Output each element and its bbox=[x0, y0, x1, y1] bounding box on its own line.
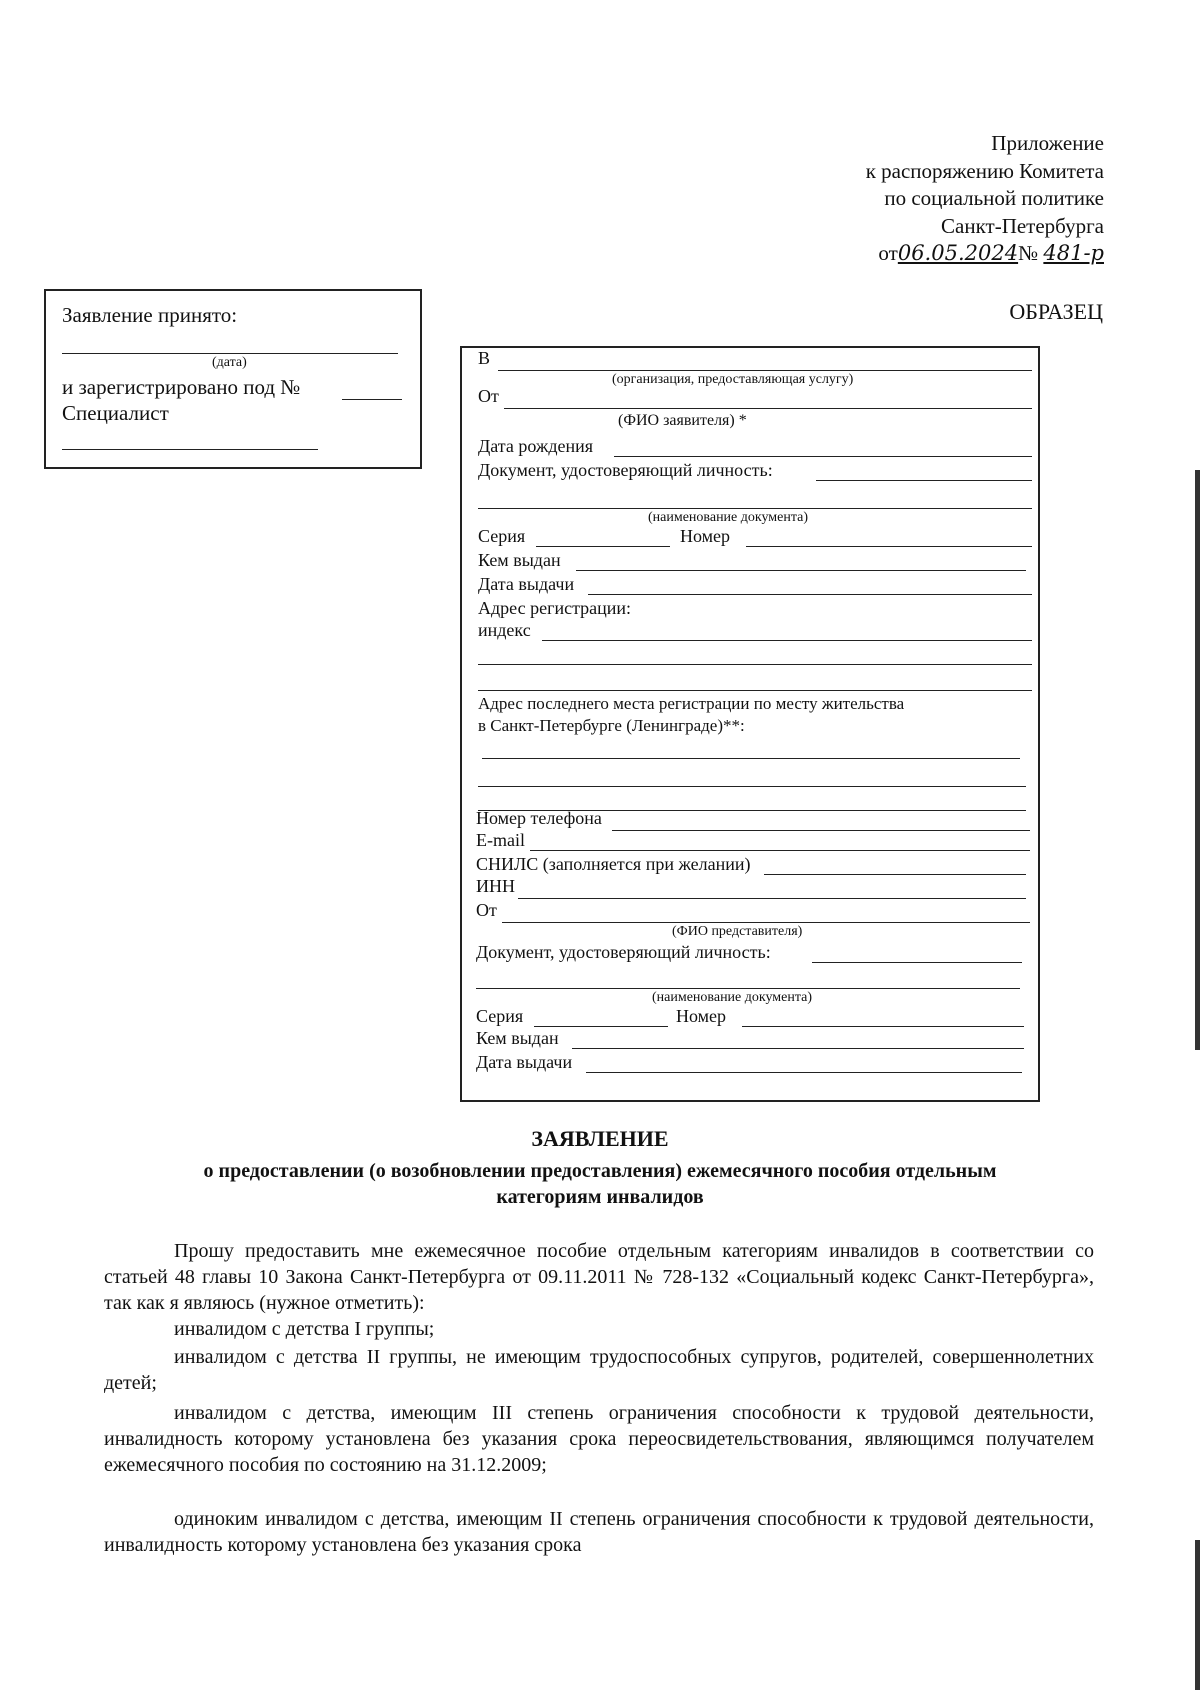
email-label: E-mail bbox=[476, 830, 525, 850]
representative-name-line[interactable] bbox=[502, 922, 1030, 923]
date-line[interactable] bbox=[62, 353, 398, 354]
option-item[interactable]: инвалидом с детства II группы, не имеющим трудоспособных супругов, родителей, совершеннолетних детей; bbox=[104, 1346, 1094, 1394]
representative-id-label: Документ, удостоверяющий личность: bbox=[476, 942, 771, 962]
from-label: От bbox=[478, 386, 499, 406]
statement-subtitle: о предоставлении (о возобновлении предоставления) ежемесячного пособия отдельным bbox=[203, 1160, 997, 1182]
appendix-header bbox=[684, 130, 1104, 268]
scan-edge-mark bbox=[1195, 1540, 1200, 1690]
id-document-line[interactable] bbox=[816, 480, 1032, 481]
id-document-label: Документ, удостоверяющий личность: bbox=[478, 460, 773, 480]
index-label: индекс bbox=[478, 620, 531, 640]
option-item[interactable]: инвалидом с детства I группы; bbox=[174, 1318, 435, 1340]
representative-issue-date-label: Дата выдачи bbox=[476, 1052, 573, 1072]
inn-line[interactable] bbox=[518, 898, 1026, 899]
issue-date-line[interactable] bbox=[588, 594, 1032, 595]
to-label: В bbox=[478, 348, 491, 368]
applicant-name-line[interactable] bbox=[504, 408, 1032, 409]
statement-intro: Прошу предоставить мне ежемесячное пособие отдельным категориям инвалидов в соответствии со статьей 48 главы 10 Закона Санкт-Петербурга от 09.11.2011 № 728-132 «Социальный кодекс Санкт-Петербурга», так как я являюсь (нужное отметить): bbox=[104, 1240, 1094, 1314]
index-line[interactable] bbox=[542, 640, 1032, 641]
header-date-line bbox=[684, 240, 1104, 268]
issue-date-label: Дата выдачи bbox=[478, 574, 575, 594]
registration-number-line[interactable] bbox=[342, 399, 402, 400]
representative-series-label: Серия bbox=[476, 1006, 524, 1026]
date-value: 06.05.2024 bbox=[897, 241, 1019, 265]
last-address-line[interactable] bbox=[482, 758, 1020, 759]
representative-caption: (ФИО представителя) bbox=[672, 924, 803, 939]
phone-line[interactable] bbox=[612, 830, 1030, 831]
applicant-caption: (ФИО заявителя) * bbox=[618, 412, 747, 429]
registered-label: и зарегистрировано под № bbox=[62, 375, 301, 399]
organization-line[interactable] bbox=[498, 370, 1032, 371]
header-line: Приложение bbox=[991, 131, 1104, 155]
date-caption: (дата) bbox=[212, 355, 247, 370]
acceptance-box bbox=[44, 289, 422, 469]
registration-address-label: Адрес регистрации: bbox=[478, 598, 632, 618]
representative-id-line[interactable] bbox=[812, 962, 1022, 963]
representative-issue-date-line[interactable] bbox=[586, 1072, 1022, 1073]
last-address-line[interactable] bbox=[478, 786, 1026, 787]
number-value: 481-р bbox=[1043, 241, 1104, 265]
representative-number-line[interactable] bbox=[742, 1026, 1024, 1027]
representative-series-line[interactable] bbox=[534, 1026, 668, 1027]
acceptance-title: Заявление принято: bbox=[62, 303, 238, 327]
snils-label: СНИЛС (заполняется при желании) bbox=[476, 854, 751, 874]
representative-issued-by-line[interactable] bbox=[572, 1048, 1024, 1049]
number-label: Номер bbox=[680, 526, 731, 546]
email-line[interactable] bbox=[530, 850, 1030, 851]
issued-by-label: Кем выдан bbox=[478, 550, 561, 570]
specialist-line[interactable] bbox=[62, 449, 318, 450]
inn-label: ИНН bbox=[476, 876, 515, 896]
series-label: Серия bbox=[478, 526, 526, 546]
statement-subtitle-2: категориям инвалидов bbox=[496, 1186, 704, 1208]
header-line: по социальной политике bbox=[884, 186, 1104, 210]
series-line[interactable] bbox=[536, 546, 670, 547]
representative-from-label: От bbox=[476, 900, 497, 920]
id-document-name-line[interactable] bbox=[478, 508, 1032, 509]
address-line[interactable] bbox=[478, 690, 1032, 691]
last-address-label-2: в Санкт-Петербурге (Ленинграде)**: bbox=[478, 716, 745, 735]
number-prefix: № bbox=[1018, 241, 1039, 265]
birth-date-line[interactable] bbox=[614, 456, 1032, 457]
applicant-form-box bbox=[460, 346, 1040, 1102]
issued-by-line[interactable] bbox=[576, 570, 1026, 571]
date-prefix: от bbox=[878, 241, 898, 265]
address-line[interactable] bbox=[478, 664, 1032, 665]
header-line: Санкт-Петербурга bbox=[941, 213, 1104, 238]
representative-doc-name-line[interactable] bbox=[476, 988, 1020, 989]
document-name-caption: (наименование документа) bbox=[648, 510, 809, 525]
scan-edge-mark bbox=[1195, 470, 1200, 1050]
header-line: к распоряжению Комитета bbox=[865, 158, 1104, 183]
birth-date-label: Дата рождения bbox=[478, 436, 594, 456]
number-line[interactable] bbox=[746, 546, 1032, 547]
representative-doc-caption: (наименование документа) bbox=[652, 990, 813, 1005]
snils-line[interactable] bbox=[764, 874, 1026, 875]
representative-number-label: Номер bbox=[676, 1006, 727, 1026]
sample-stamp: ОБРАЗЕЦ bbox=[1009, 299, 1103, 324]
specialist-label: Специалист bbox=[62, 401, 169, 425]
organization-caption: (организация, предоставляющая услугу) bbox=[612, 372, 854, 387]
phone-label: Номер телефона bbox=[476, 808, 602, 828]
statement-title: ЗАЯВЛЕНИЕ bbox=[531, 1126, 669, 1151]
option-item[interactable]: одиноким инвалидом с детства, имеющим II степень ограничения способности к трудовой деятельности, инвалидность которому установлена без указания срока bbox=[104, 1508, 1094, 1556]
last-address-label: Адрес последнего места регистрации по месту жительства bbox=[478, 694, 905, 713]
option-item[interactable]: инвалидом с детства, имеющим III степень ограничения способности к трудовой деятельности, инвалидность которому установлена без указания срока переосвидетельствования, являющимся получателем ежемесячного пособия по состоянию на 31.12.2009; bbox=[104, 1402, 1094, 1476]
representative-issued-by-label: Кем выдан bbox=[476, 1028, 559, 1048]
